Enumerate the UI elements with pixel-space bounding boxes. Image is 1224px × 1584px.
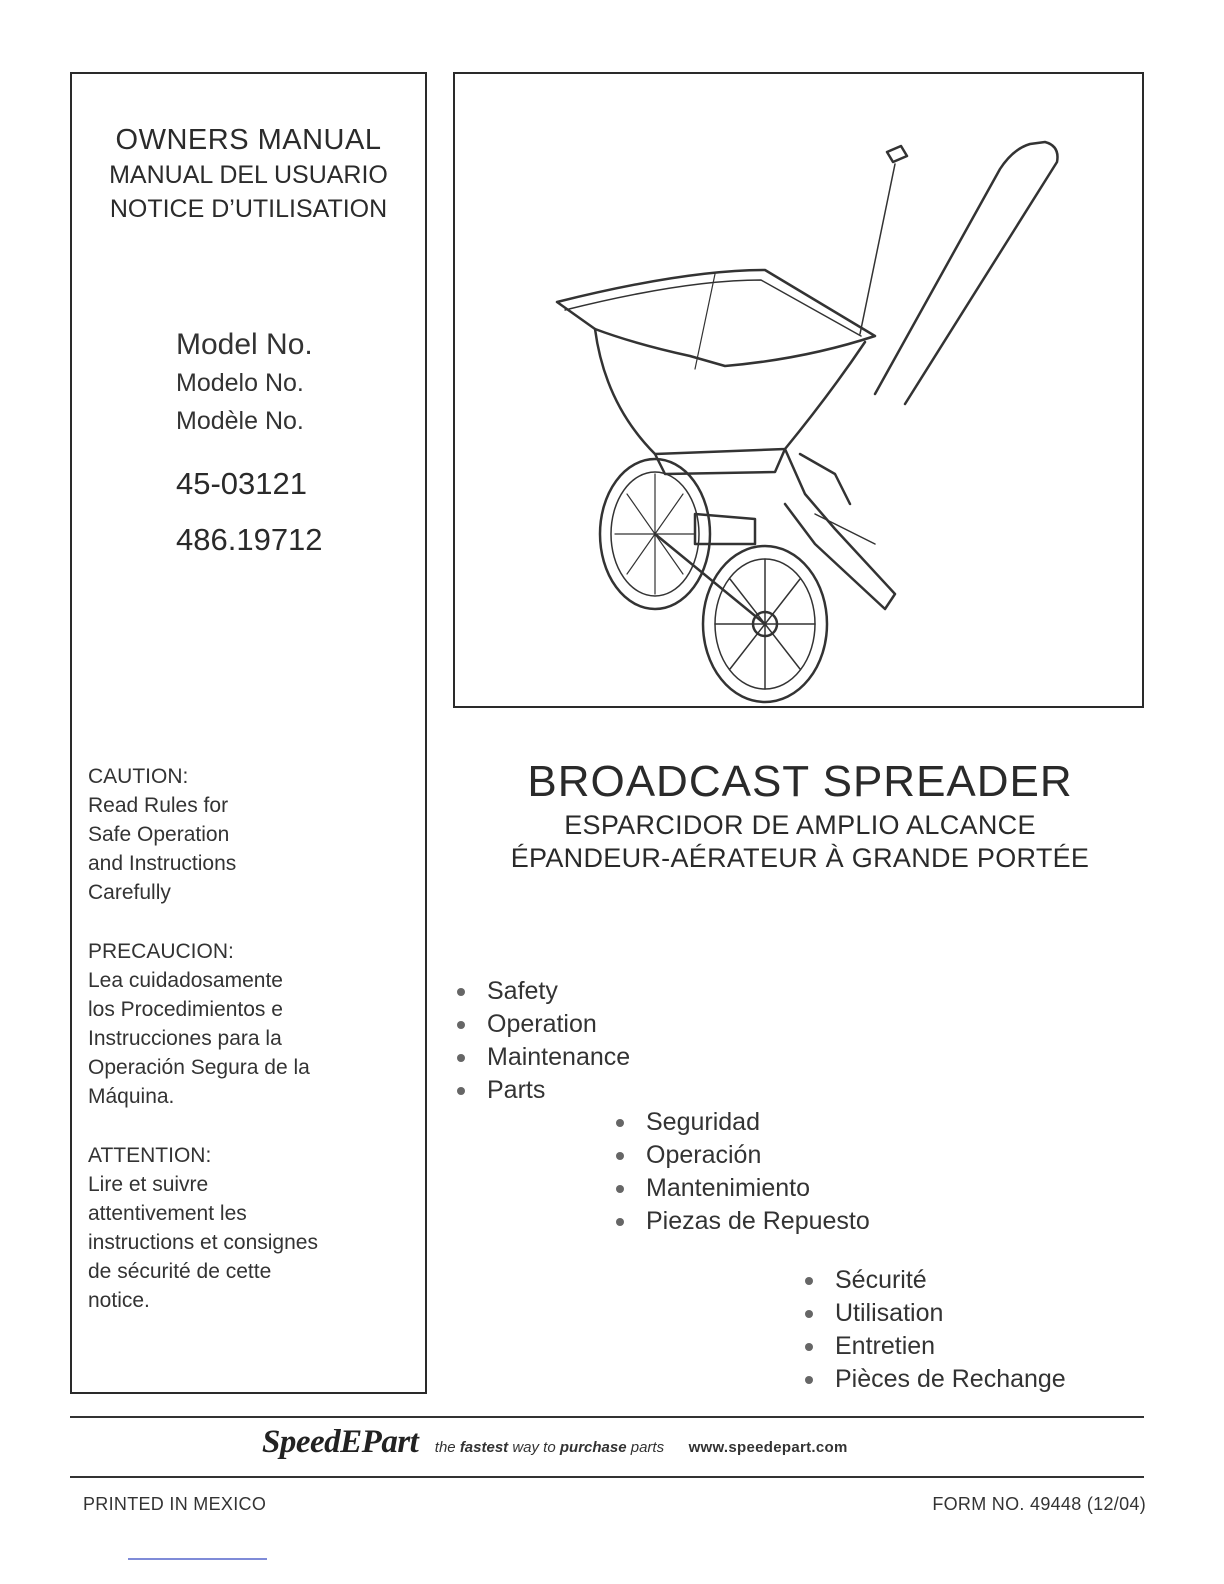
note-heading: PRECAUCION: bbox=[88, 940, 234, 963]
manual-title-block bbox=[72, 122, 425, 226]
form-number: FORM NO. 49448 (12/04) bbox=[932, 1494, 1146, 1514]
list-item: Sécurité bbox=[803, 1264, 1066, 1297]
list-item: Maintenance bbox=[455, 1041, 630, 1074]
model-label-es: Modelo No. bbox=[176, 369, 304, 397]
footer-bottom-divider bbox=[70, 1476, 1144, 1478]
product-title-block bbox=[450, 755, 1150, 875]
attention-note bbox=[88, 1141, 418, 1315]
list-item: Seguridad bbox=[614, 1106, 870, 1139]
model-number: 45-03121 bbox=[176, 466, 308, 501]
product-illustration-frame bbox=[453, 72, 1144, 708]
product-title-fr: ÉPANDEUR-AÉRATEUR À GRANDE PORTÉE bbox=[510, 843, 1090, 873]
note-body: Lire et suivre attentivement les instructions et consignes de sécurité de cette notice. bbox=[88, 1173, 318, 1312]
note-heading: ATTENTION: bbox=[88, 1144, 212, 1167]
frame-leg bbox=[785, 449, 895, 609]
list-item: Safety bbox=[455, 975, 630, 1008]
model-number: 486.19712 bbox=[176, 522, 323, 557]
handle-frame bbox=[875, 142, 1058, 404]
list-item: Operation bbox=[455, 1008, 630, 1041]
spreader-illustration bbox=[455, 74, 1146, 710]
safety-notes bbox=[88, 762, 418, 1345]
caution-note bbox=[88, 762, 418, 907]
model-label-fr: Modèle No. bbox=[176, 407, 304, 435]
sections-list-en bbox=[455, 975, 630, 1107]
product-title-en: BROADCAST SPREADER bbox=[527, 757, 1073, 806]
list-item: Utilisation bbox=[803, 1297, 1066, 1330]
list-item: Parts bbox=[455, 1074, 630, 1107]
cover-info-box bbox=[70, 72, 427, 1394]
spinner-plate bbox=[695, 514, 755, 544]
handle-control bbox=[887, 146, 907, 162]
note-body: Read Rules for Safe Operation and Instructions Carefully bbox=[88, 794, 237, 904]
footer-top-divider bbox=[70, 1416, 1144, 1418]
brand-tagline: the fastest way to purchase parts bbox=[434, 1439, 665, 1456]
precaucion-note bbox=[88, 937, 418, 1111]
list-item: Mantenimiento bbox=[614, 1172, 870, 1205]
brand-bar bbox=[262, 1424, 848, 1464]
list-item: Pièces de Rechange bbox=[803, 1363, 1066, 1396]
list-item: Operación bbox=[614, 1139, 870, 1172]
list-item: Entretien bbox=[803, 1330, 1066, 1363]
sections-list-fr bbox=[803, 1264, 1066, 1396]
product-title-es: ESPARCIDOR DE AMPLIO ALCANCE bbox=[564, 810, 1036, 840]
speedepart-logo: SpeedEPart bbox=[262, 1424, 419, 1460]
manual-title-fr: NOTICE D’UTILISATION bbox=[109, 195, 388, 223]
link-underline bbox=[128, 1558, 267, 1560]
sections-list-es bbox=[614, 1106, 870, 1238]
hopper-rim bbox=[557, 270, 875, 366]
website-link[interactable]: www.speedepart.com bbox=[688, 1439, 848, 1456]
printed-in-label: PRINTED IN MEXICO bbox=[83, 1494, 267, 1514]
note-body: Lea cuidadosamente los Procedimientos e Instrucciones para la Operación Segura de la Máquina. bbox=[88, 969, 310, 1108]
manual-title-es: MANUAL DEL USUARIO bbox=[109, 161, 388, 189]
model-number-block bbox=[176, 326, 323, 568]
note-heading: CAUTION: bbox=[88, 765, 189, 788]
list-item: Piezas de Repuesto bbox=[614, 1205, 870, 1238]
hopper-body bbox=[595, 329, 865, 454]
manual-title-en: OWNERS MANUAL bbox=[115, 124, 382, 156]
model-label-en: Model No. bbox=[176, 328, 313, 361]
